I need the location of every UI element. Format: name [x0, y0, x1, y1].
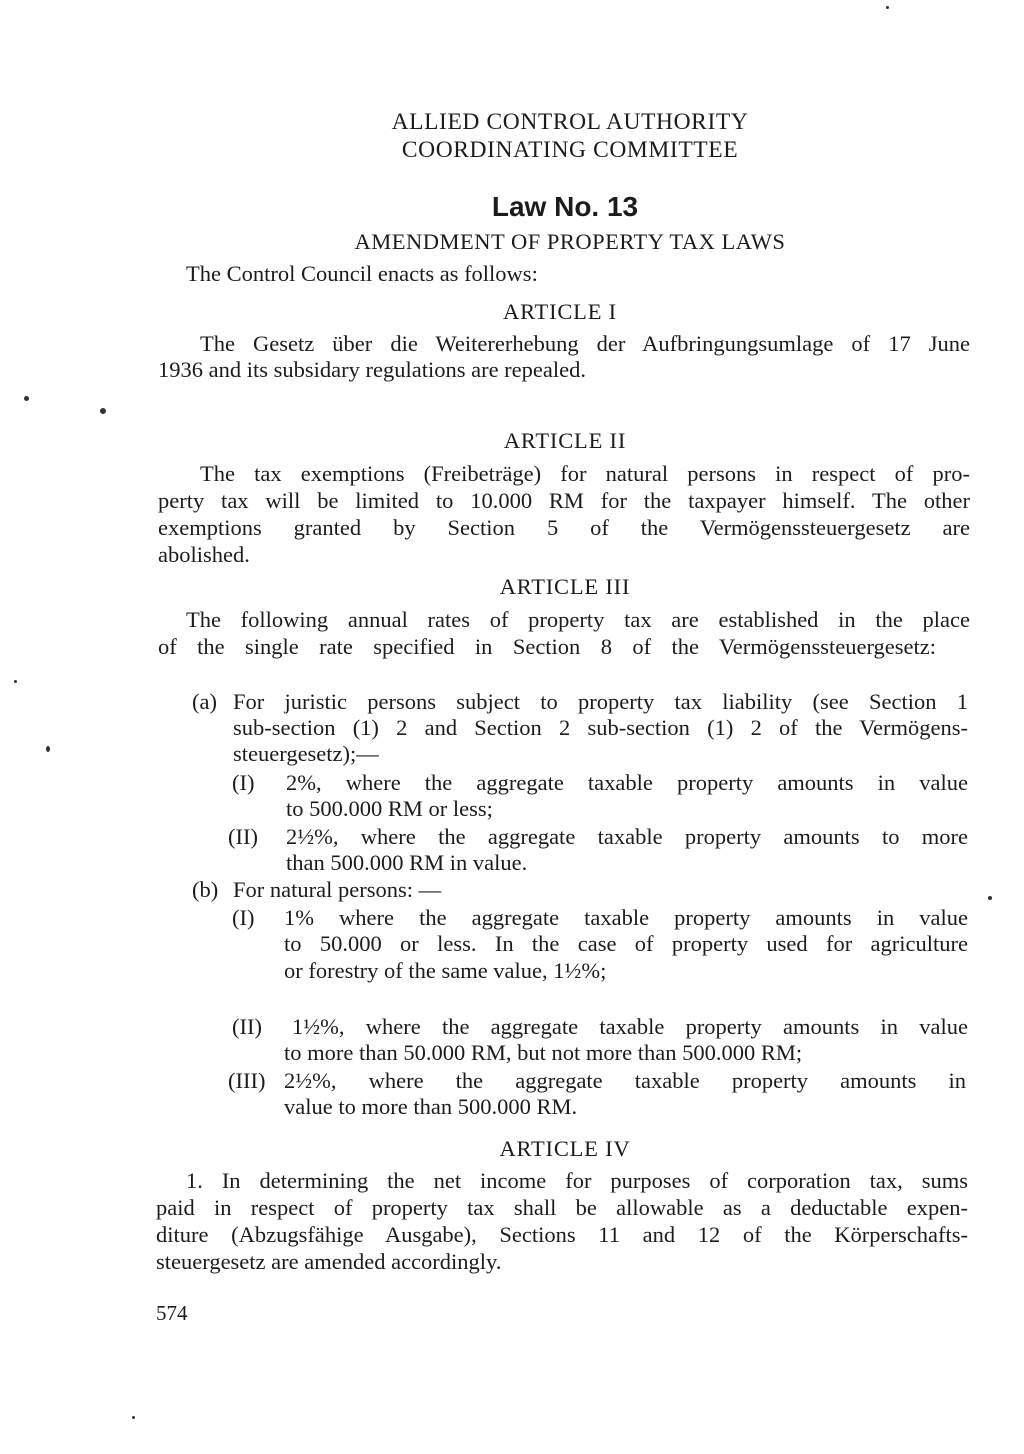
- page-number: 574: [156, 1301, 188, 1325]
- article-2-line: abolished.: [158, 542, 250, 567]
- clause-b-iii-line: value to more than 500.000 RM.: [284, 1094, 578, 1119]
- clause-a-label: (a): [192, 689, 217, 714]
- scan-speck: [24, 396, 29, 401]
- law-title: Law No. 13: [491, 191, 639, 222]
- clause-b-i-label: (I): [232, 905, 255, 930]
- scan-speck: [46, 746, 50, 752]
- scan-speck: [100, 408, 106, 414]
- article-3-intro-line: of the single rate specified in Section 8 of the Vermögenssteuergesetz:: [158, 634, 936, 659]
- clause-b-label: (b): [192, 877, 219, 902]
- clause-b-i-line: or forestry of the same value, 1½%;: [284, 958, 607, 983]
- article-4-line: 1. In determining the net income for purposes of corporation tax, sums: [186, 1168, 968, 1193]
- clause-b-ii-line: to more than 50.000 RM, but not more than 500.000 RM;: [284, 1040, 803, 1065]
- clause-a-ii-line: 2½%, where the aggregate taxable property amounts to more: [286, 824, 968, 849]
- clause-a-i-label: (I): [232, 770, 255, 795]
- article-3-intro-line: The following annual rates of property tax are established in the place: [186, 607, 970, 632]
- scan-speck: [988, 896, 992, 900]
- clause-b-iii-line: 2½%, where the aggregate taxable property amounts in: [284, 1068, 966, 1093]
- article-4-line: diture (Abzugsfähige Ausgabe), Sections 11 and 12 of the Körperschafts-: [156, 1222, 968, 1247]
- enacting-clause: The Control Council enacts as follows:: [186, 261, 538, 286]
- article-4-heading: ARTICLE IV: [499, 1136, 631, 1161]
- committee-name: COORDINATING COMMITTEE: [401, 137, 739, 163]
- article-2-line: exemptions granted by Section 5 of the Vermögenssteuergesetz are: [158, 515, 970, 540]
- authority-name: ALLIED CONTROL AUTHORITY: [391, 109, 749, 135]
- article-4-line: steuergesetz are amended accordingly.: [156, 1249, 502, 1274]
- clause-b-ii-label: (II): [232, 1014, 262, 1039]
- clause-b-i-line: 1% where the aggregate taxable property amounts in value: [284, 905, 968, 930]
- law-subtitle: AMENDMENT OF PROPERTY TAX LAWS: [354, 229, 786, 254]
- scan-speck: [14, 680, 17, 683]
- article-1-line: 1936 and its subsidary regulations are repealed.: [158, 357, 586, 382]
- clause-a-i-line: 2%, where the aggregate taxable property amounts in value: [286, 770, 968, 795]
- article-1-line: The Gesetz über die Weitererhebung der Aufbringungsumlage of 17 June: [200, 331, 970, 356]
- clause-b-iii-label: (III): [228, 1068, 266, 1093]
- clause-b-line: For natural persons: —: [233, 877, 442, 902]
- scan-speck: [886, 6, 889, 9]
- article-2-line: The tax exemptions (Freibeträge) for natural persons in respect of pro-: [200, 461, 970, 486]
- clause-b-i-line: to 50.000 or less. In the case of property used for agriculture: [284, 931, 968, 956]
- article-2-heading: ARTICLE II: [503, 428, 627, 453]
- article-4-line: paid in respect of property tax shall be allowable as a deductable expen-: [156, 1195, 968, 1220]
- clause-a-line: sub-section (1) 2 and Section 2 sub-section (1) 2 of the Vermögens-: [233, 715, 968, 740]
- clause-a-i-line: to 500.000 RM or less;: [286, 796, 493, 821]
- clause-a-ii-line: than 500.000 RM in value.: [286, 850, 528, 875]
- clause-b-ii-line: 1½%, where the aggregate taxable property amounts in value: [292, 1014, 968, 1039]
- scan-speck: [132, 1416, 135, 1419]
- clause-a-line: For juristic persons subject to property tax liability (see Section 1: [233, 689, 968, 714]
- article-3-heading: ARTICLE III: [499, 574, 631, 599]
- article-1-heading: ARTICLE I: [503, 299, 617, 324]
- clause-a-line: steuergesetz);—: [233, 741, 379, 766]
- clause-a-ii-label: (II): [228, 824, 258, 849]
- article-2-line: perty tax will be limited to 10.000 RM for the taxpayer himself. The other: [158, 488, 970, 513]
